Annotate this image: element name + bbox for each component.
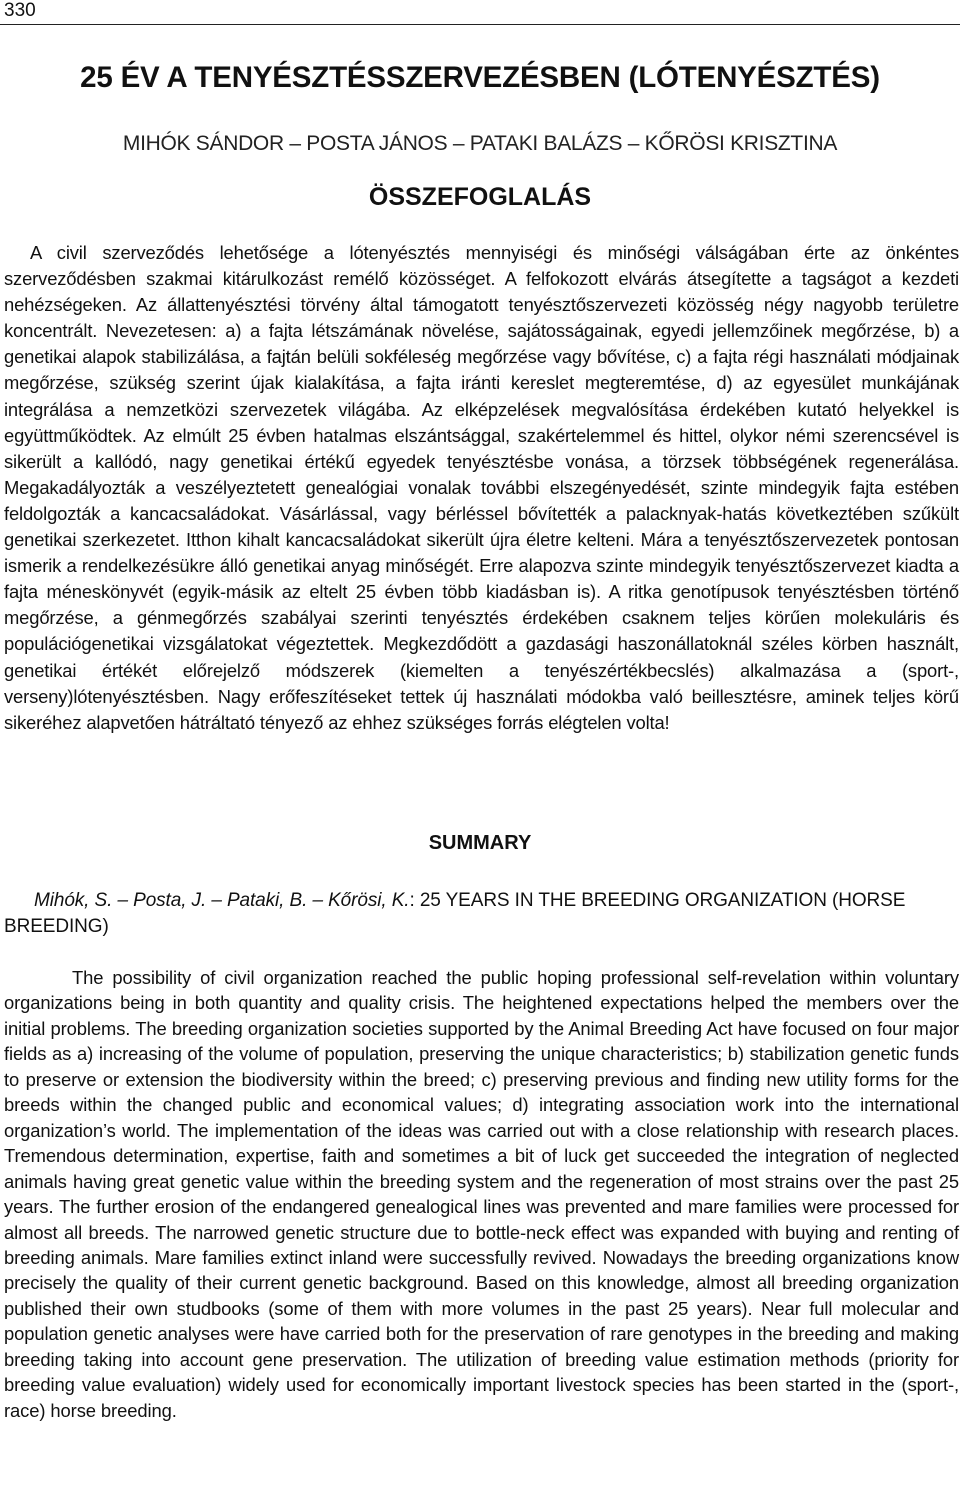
english-summary-text: The possibility of civil organization reached the public hoping professional self-revelation within voluntary organizations being in both quantity and quality crisis. The heightened expectations helped the members over the initial problems. The breeding organization societies supported by the Animal Breeding Act have focused on four major fields as a) increasing of the volume of population, preserving the unique characteristics; b) stabilization genetic funds to preserve or extension the biodiversity within the breed; c) preserving previous and finding new utility forms for the breeds within the changed public and economical values; d) integrating association work into the international organization’s world. The implementation of the ideas was carried out with a close relationship with research places. Tremendous determination, expertise, faith and sometimes a bit of luck get succeeded the integration of neglected animals having great genetic value within the breeding system and the regeneration of most strains over the past 25 years. The further erosion of the endangered genealogical lines was prevented and mare families were processed for almost all breeds. The narrowed genetic structure due to bottle-neck effect was expanded with buying and renting of breeding animals. Mare families extinct inland were successfully revived. Nowadays the breeding organizations know precisely the quality of their current genetic background. Based on this knowledge, almost all breeding organization published their own studbooks (some of them with more volumes in the past 25 years). Near full molecular and population genetic analyses were have carried both for the preservation of rare genotypes in the breeding and making breeding taking into account gene preservation. The utilization of breeding value estimation methods (priority for breeding value evaluation) widely used for economically important livestock species has been started in the (sport-, race) horse breeding. [4, 967, 959, 1421]
header-rule [0, 24, 960, 25]
citation-authors: Mihók, S. – Posta, J. – Pataki, B. – Kőrösi, K. [34, 890, 410, 911]
summary-citation [4, 888, 959, 940]
citation-title: : 25 YEARS IN THE BREEDING ORGANIZATION (HORSE BREEDING) [4, 890, 906, 937]
article-authors: MIHÓK SÁNDOR – POSTA JÁNOS – PATAKI BALÁZS – KŐRÖSI KRISZTINA [122, 132, 838, 155]
hungarian-summary-text: A civil szerveződés lehetősége a lótenyésztés mennyiségi és minőségi válságában érte az önkéntes szerveződésben szakmai kitárulkozást remélő közösséget. A felfokozott elvárás átsegítette a tagságot a kezdeti nehézségeken. Az állattenyésztési törvény által támogatott tenyésztőszervezeti közösség négy nagyobb területre koncentrált. Nevezetesen: a) a fajta létszámának növelése, sajátosságainak, egyedi jellemzőinek megőrzése, b) a genetikai alapok stabilizálása, a fajtán belüli sokféleség megőrzése vagy bővítése, c) a fajta régi használati módjainak megőrzése, szükség szerint újak kialakítása, a fajta iránti kereslet megteremtése, d) az egyesület munkájának integrálása a nemzetközi szervezetek világába. Az elképzelések megvalósítása érdekében kutató helyekkel is együttműködtek. Az elmúlt 25 évben hatalmas elszántsággal, szakértelemmel és hittel, olykor némi szerencsével is sikerült a kallódó, nagy genetikai értékű egyedek tenyésztésbe vonása, a törzsek többségének regenerálása. Megakadályozták a veszélyeztetett genealógiai vonalak további elszegényedését, szinte mindegyik fajta estében feldolgozták a kancacsaládokat. Vásárlással, vagy bérléssel bővítették a palacknyak-hatás következtében szűkült genetikai szerkezetet. Itthon kihalt kancacsaládokat sikerült újra életre kelteni. Mára a tenyésztőszervezetek pontosan ismerik a rendelkezésükre álló genetikai anyag minőségét. Erre alapozva szinte mindegyik tenyésztőszervezet kiadta a fajta méneskönyvét (egyik-másik az eltelt 25 évben több kiadásban is). A ritka genotípusok tenyésztésben történő megőrzése, a génmegőrzés szabályai szerinti tenyésztés érdekében csaknem teljes körűen molekuláris és populációgenetikai vizsgálatokat végeztettek. Megkezdődött a gazdasági haszonállatoknál széles körben használt, genetikai értékét előrejelző módszerek (kiemelten a tenyészértékbecslés) alkalmazása a (sport-, verseny)lótenyésztésben. Nagy erőfeszítéseket tettek új használati módokba való beillesztésre, aminek teljes körű sikeréhez alapvetően hátráltató tényező az ehhez szükséges forrás elégtelen volta! [4, 242, 959, 733]
page-number: 330 [4, 0, 36, 21]
article-title: 25 ÉV A TENYÉSZTÉSSZERVEZÉSBEN (LÓTENYÉSZTÉS) [80, 61, 880, 94]
hungarian-summary-heading: ÖSSZEFOGLALÁS [368, 183, 592, 211]
english-summary-heading: SUMMARY [428, 832, 532, 854]
